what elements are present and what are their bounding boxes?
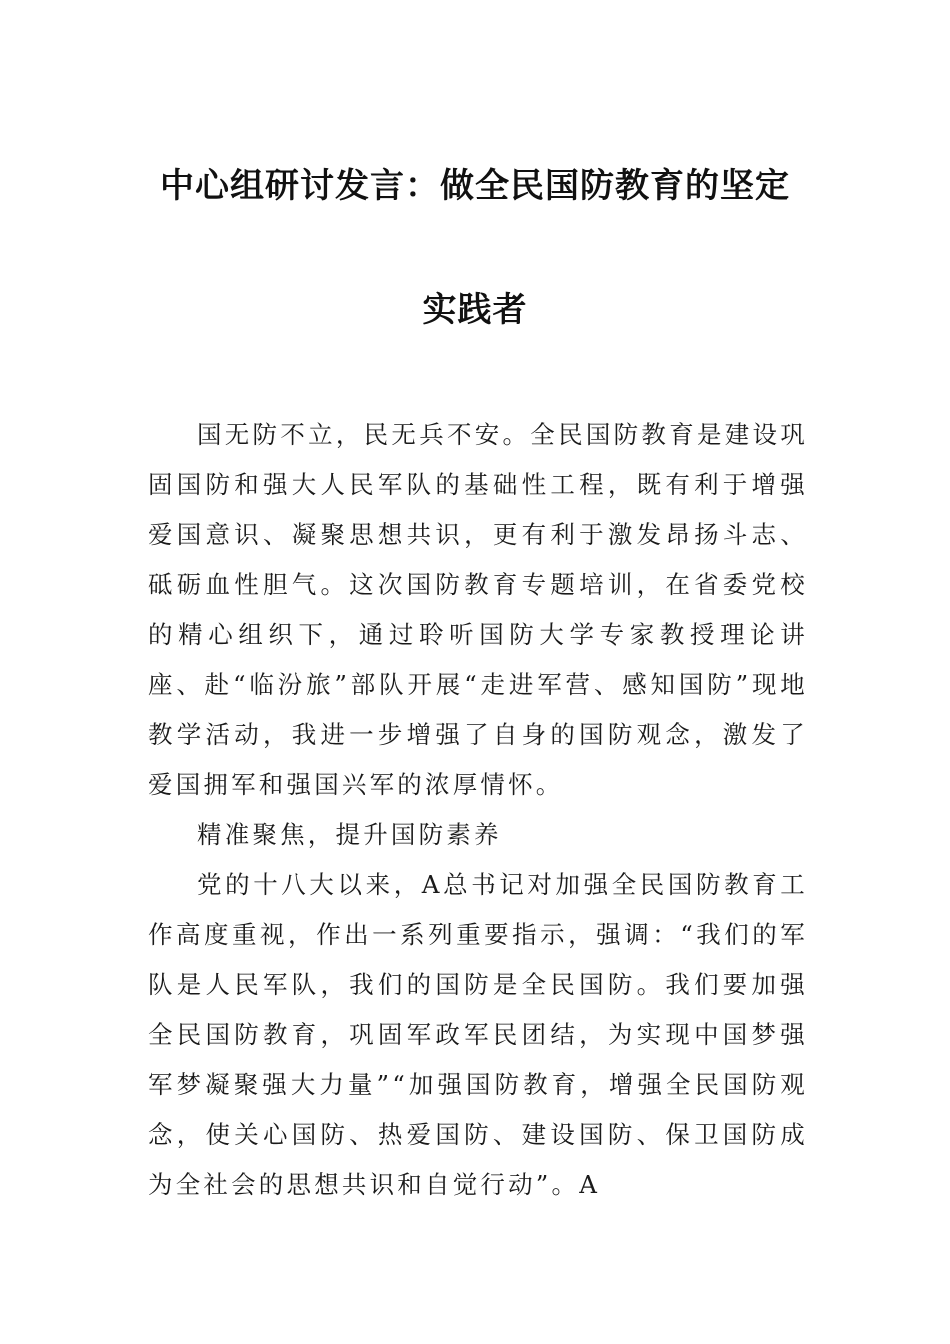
document-title-line-1: 中心组研讨发言：做全民国防教育的坚定 — [160, 166, 790, 206]
document-title-line-2: 实践者 — [422, 290, 528, 330]
paragraph-intro: 国无防不立，民无兵不安。全民国防教育是建设巩固国防和强大人民军队的基础性工程，既有利于增强爱国意识、凝聚思想共识，更有利于激发昂扬斗志、砥砺血性胆气。这次国防教育专题培训，在省委党校的精心组织下，通过聆听国防大学专家教授理论讲座、赴“临汾旅”部队开展“走进军营、感知国防”现地教学活动，我进一步增强了自身的国防观念，激发了爱国拥军和强国兴军的浓厚情怀。 — [148, 420, 808, 799]
document-body — [148, 410, 808, 1210]
section-heading: 精准聚焦，提升国防素养 — [197, 820, 502, 849]
paragraph-body: 党的十八大以来，A总书记对加强全民国防教育工作高度重视，作出一系列重要指示，强调：“我们的军队是人民军队，我们的国防是全民国防。我们要加强全民国防教育，巩固军政军民团结，为实现中国梦强军梦凝聚强大力量”“加强国防教育，增强全民国防观念，使关心国防、热爱国防、建设国防、保卫国防成为全社会的思想共识和自觉行动”。A — [148, 870, 808, 1199]
